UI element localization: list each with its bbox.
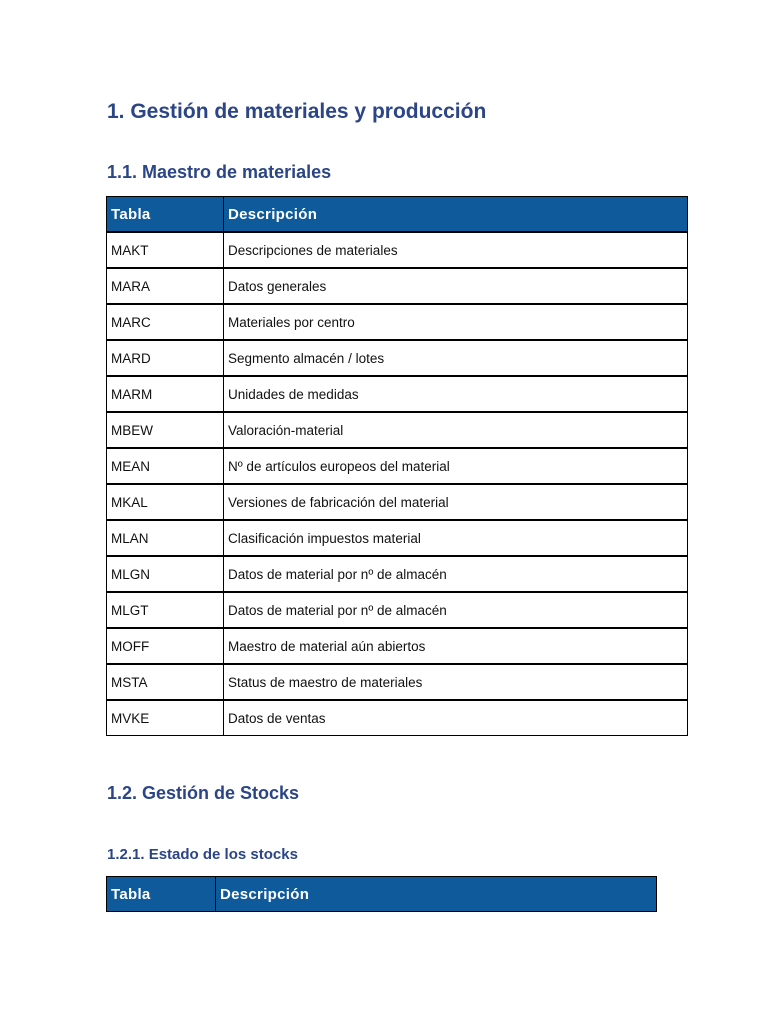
- table-row: [107, 663, 687, 699]
- cell-descripcion: Datos de material por nº de almacén: [224, 591, 687, 627]
- column-header-descripcion: Descripción: [216, 877, 656, 911]
- cell-descripcion: Versiones de fabricación del material: [224, 483, 687, 519]
- cell-descripcion: Clasificación impuestos material: [224, 519, 687, 555]
- column-header-tabla: Tabla: [107, 877, 216, 911]
- table-row: [107, 339, 687, 375]
- table-row: [107, 267, 687, 303]
- table-row: [107, 303, 687, 339]
- table-row: [107, 627, 687, 663]
- table-header-row: [107, 197, 687, 231]
- table-row: [107, 591, 687, 627]
- column-header-tabla: Tabla: [107, 197, 224, 231]
- table-row: [107, 231, 687, 267]
- table-row: [107, 411, 687, 447]
- cell-tabla: MLGT: [107, 591, 224, 627]
- cell-descripcion: Datos generales: [224, 267, 687, 303]
- maestro-materiales-table: [106, 196, 688, 736]
- cell-descripcion: Status de maestro de materiales: [224, 663, 687, 699]
- cell-tabla: MLAN: [107, 519, 224, 555]
- table-row: [107, 519, 687, 555]
- cell-tabla: MARD: [107, 339, 224, 375]
- cell-descripcion: Unidades de medidas: [224, 375, 687, 411]
- cell-descripcion: Valoración-material: [224, 411, 687, 447]
- section-title: 1. Gestión de materiales y producción: [107, 100, 487, 123]
- cell-tabla: MARA: [107, 267, 224, 303]
- table-row: [107, 699, 687, 735]
- column-header-descripcion: Descripción: [224, 197, 687, 231]
- cell-descripcion: Materiales por centro: [224, 303, 687, 339]
- table-header-row: [107, 877, 656, 911]
- subsection-title-maestro: 1.1. Maestro de materiales: [107, 162, 332, 182]
- cell-descripcion: Descripciones de materiales: [224, 231, 687, 267]
- cell-tabla: MLGN: [107, 555, 224, 591]
- cell-tabla: MAKT: [107, 231, 224, 267]
- table-row: [107, 483, 687, 519]
- table-row: [107, 447, 687, 483]
- cell-descripcion: Datos de material por nº de almacén: [224, 555, 687, 591]
- cell-descripcion: Segmento almacén / lotes: [224, 339, 687, 375]
- subsubsection-title-estado-stocks: 1.2.1. Estado de los stocks: [107, 846, 298, 863]
- cell-tabla: MARM: [107, 375, 224, 411]
- cell-tabla: MOFF: [107, 627, 224, 663]
- cell-tabla: MARC: [107, 303, 224, 339]
- subsection-title-stocks: 1.2. Gestión de Stocks: [107, 783, 300, 803]
- table-body: [107, 231, 687, 735]
- cell-tabla: MBEW: [107, 411, 224, 447]
- cell-descripcion: Datos de ventas: [224, 699, 687, 735]
- cell-tabla: MKAL: [107, 483, 224, 519]
- estado-stocks-table: [106, 876, 657, 912]
- cell-descripcion: Maestro de material aún abiertos: [224, 627, 687, 663]
- cell-tabla: MEAN: [107, 447, 224, 483]
- cell-tabla: MVKE: [107, 699, 224, 735]
- table-row: [107, 375, 687, 411]
- table-row: [107, 555, 687, 591]
- cell-descripcion: Nº de artículos europeos del material: [224, 447, 687, 483]
- cell-tabla: MSTA: [107, 663, 224, 699]
